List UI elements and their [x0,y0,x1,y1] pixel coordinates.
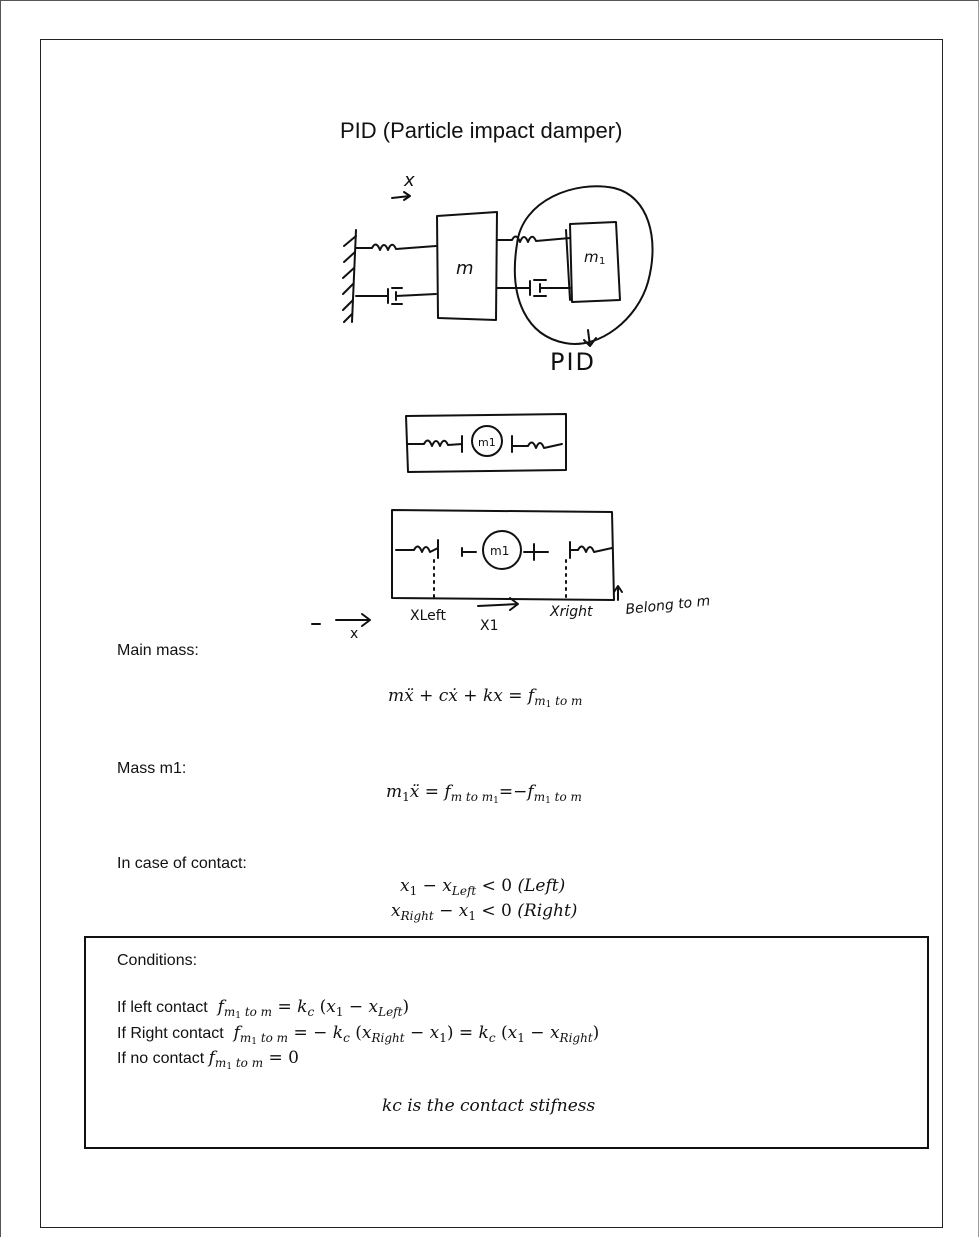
condition-left [117,997,409,1021]
mass-m-label: m [456,258,474,279]
x-arrow-top [392,192,410,200]
spring-right [497,236,570,242]
right-contact-inequality: $x_{Right} - x_1 < 0$ (Right) [391,901,578,923]
x-axis-label: x [350,626,359,642]
damper-left [356,288,436,304]
stiffness-note: kc is the contact stifness [382,1096,596,1116]
main-mass-heading: Main mass: [117,642,199,659]
x-left-label: XLeft [410,608,446,624]
contact-heading: In case of contact: [117,855,247,872]
damper-right [497,280,570,296]
belong-label: Belong to m [624,593,711,618]
conditions-heading: Conditions: [117,952,198,969]
pid-label: PID [550,348,597,376]
mass-m1-equation: $m_1ẍ = f_{m to m_1}=-f_{m_1 to m}$ [386,782,582,806]
spring-left [356,244,436,250]
condition-left-prefix: If left contact [117,999,208,1016]
x-top-label: x [404,170,415,191]
condition-left-formula: $f_{m_1 to m} = k_c$ $(x_1 - x_{Left})$ [212,997,410,1021]
main-mass-equation: mẍ + cẋ + kx = $f_{m_1 to m}$ [388,686,583,710]
condition-none-prefix: If no contact [117,1050,205,1067]
condition-right-formula: $f_{m_1 to m}$ = − $k_c$ $(x_{Right} - x_1) = k_c$ $(x_1 - x_{Right})$ [228,1023,600,1047]
condition-none-formula: $f_{m_1 to m} = 0$ [208,1048,299,1072]
page-title: PID (Particle impact damper) [340,118,623,143]
mass-m1-sub: 1 [599,256,606,267]
condition-right [117,1023,599,1047]
left-contact-inequality: $x_1 - x_{Left} < 0$ (Left) [400,876,566,898]
mass-m1-label: m [584,248,599,266]
m1-label-2: m1 [478,436,496,449]
mass-m1-heading: Mass m1: [117,760,187,777]
x1-label: X1 [480,618,499,634]
wall [352,230,356,322]
x-axis-arrow [312,614,370,626]
x-right-label: Xright [550,604,593,620]
m1-label-3: m1 [490,544,510,558]
condition-none [117,1048,299,1072]
condition-right-prefix: If Right contact [117,1025,224,1042]
